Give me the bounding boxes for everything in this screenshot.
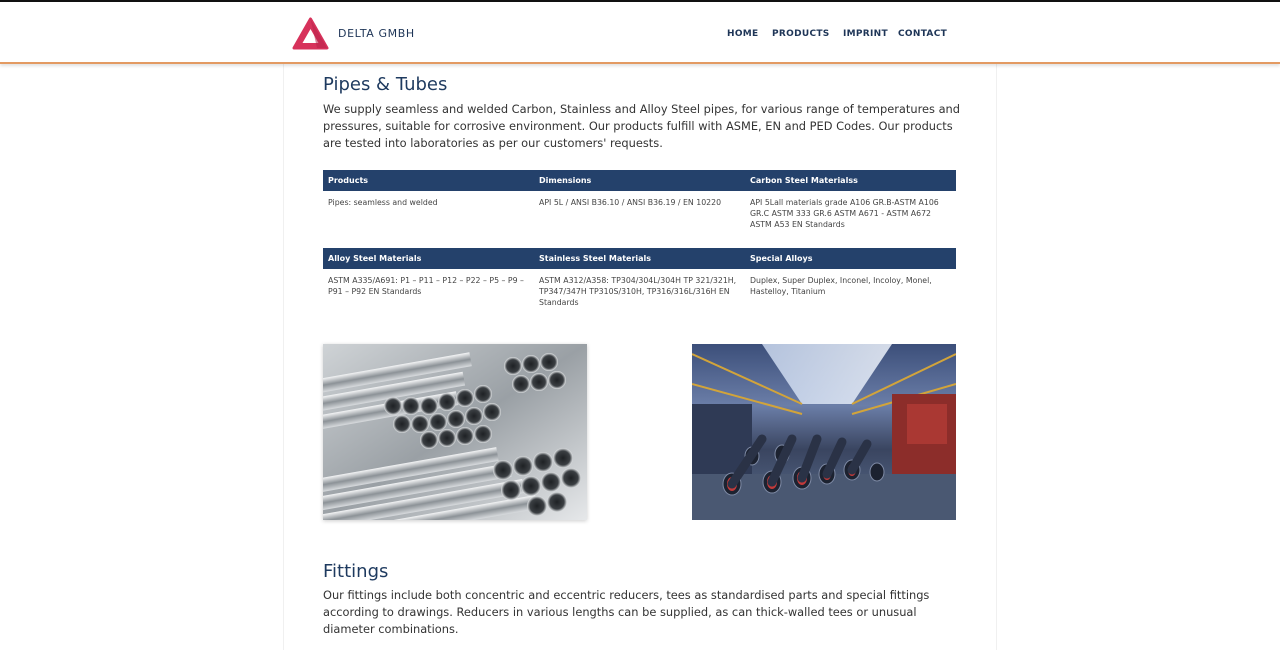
table-cell: API 5Lall materials grade A106 GR.B-ASTM A106 GR.C ASTM 333 GR.6 ASTM A671 - ASTM A672 ASTM A53 EN Standards (750, 198, 939, 229)
table-header-cell: Dimensions (534, 170, 745, 191)
fittings-description: Our fittings include both concentric and eccentric reducers, tees as standardised parts and special fittings according to drawings. Reducers in various lengths can be supplied, as can thick-walled tees or unusual diameter combinations. (323, 588, 930, 636)
table-header-row (323, 248, 956, 269)
table-header-cell: Stainless Steel Materials (534, 248, 745, 269)
nav-imprint[interactable]: IMPRINT (843, 29, 888, 39)
nav-home[interactable]: HOME (727, 29, 759, 39)
pipes-table-1 (323, 170, 956, 236)
pipes-table-2 (323, 248, 956, 314)
table-cell: ASTM A335/A691: P1 – P11 – P12 – P22 – P5 – P9 – P91 – P92 EN Standards (328, 276, 524, 296)
table-header-row (323, 170, 956, 191)
table-header-cell: Products (323, 170, 534, 191)
factory-pipes-image (692, 344, 956, 520)
table-cell: Pipes: seamless and welded (328, 198, 438, 207)
fittings-title: Fittings (323, 561, 389, 582)
pipes-title: Pipes & Tubes (323, 74, 448, 95)
table-header-cell: Special Alloys (745, 248, 956, 269)
table-row (323, 269, 956, 314)
nav-products[interactable]: PRODUCTS (772, 29, 830, 39)
table-header-cell: Carbon Steel Materialss (745, 170, 956, 191)
table-header-cell: Alloy Steel Materials (323, 248, 534, 269)
site-header (0, 2, 1280, 64)
pipes-description: We supply seamless and welded Carbon, Stainless and Alloy Steel pipes, for various range of temperatures and pressures, suitable for corrosive environment. Our products fulfill with ASME, EN and PED Codes. Our products are tested into laboratories as per our customers' requests. (323, 102, 961, 150)
triangle-logo-icon[interactable] (292, 17, 329, 51)
table-cell: API 5L / ANSI B36.10 / ANSI B36.19 / EN 10220 (539, 198, 722, 207)
table-row (323, 191, 956, 236)
main-content (283, 64, 997, 650)
table-cell: ASTM A312/A358: TP304/304L/304H TP 321/321H, TP347/347H TP310S/310H, TP316/316L/316H EN Standards (539, 276, 737, 307)
nav-contact[interactable]: CONTACT (898, 29, 948, 39)
table-cell: Duplex, Super Duplex, Inconel, Incoloy, Monel, Hastelloy, Titanium (750, 276, 932, 296)
steel-pipes-image (323, 344, 587, 520)
brand-name[interactable]: DELTA GMBH (338, 27, 415, 40)
